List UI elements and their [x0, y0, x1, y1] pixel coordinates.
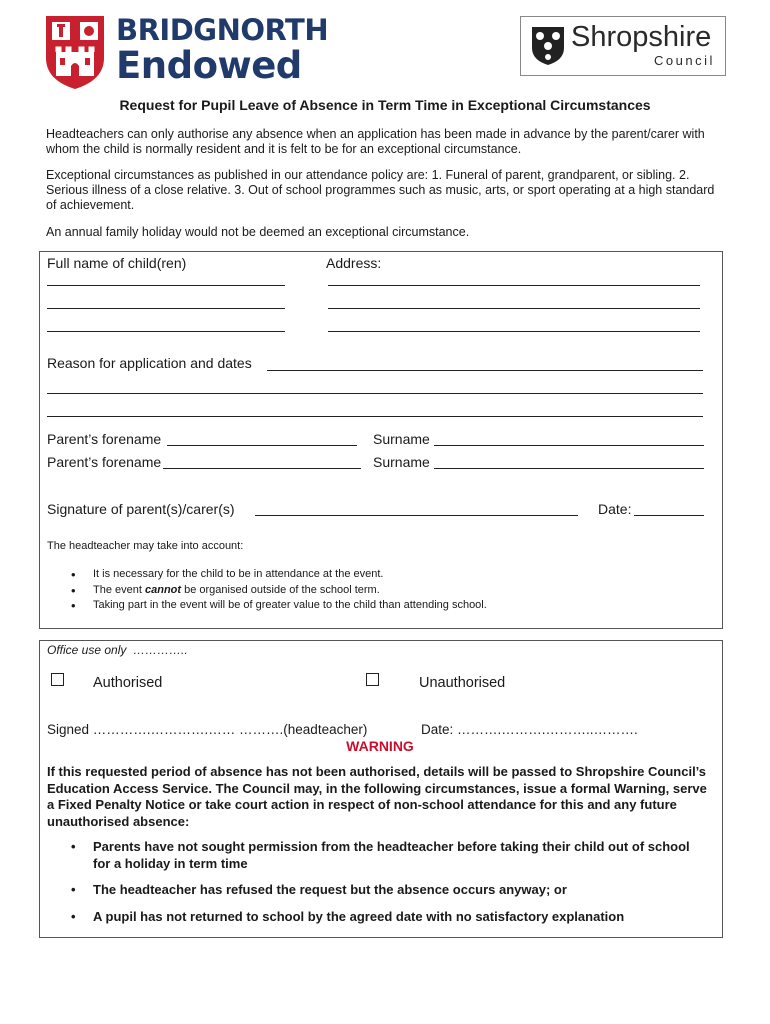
- surname-label-1: Surname: [373, 431, 430, 447]
- date-field[interactable]: [634, 503, 704, 516]
- address-line-3[interactable]: [328, 319, 700, 332]
- school-crest-icon: [44, 14, 106, 90]
- school-name-line1: BRIDGNORTH: [116, 13, 329, 47]
- surname-field-1[interactable]: [434, 433, 704, 446]
- list-item: • Taking part in the event will be of greater value to the child than attending school.: [47, 598, 707, 614]
- child-name-line-3[interactable]: [47, 319, 285, 332]
- signature-label: Signature of parent(s)/carer(s): [47, 501, 235, 517]
- intro-paragraph-1: Headteachers can only authorise any absence when an application has been made in advance by the parent/carer with whom the child is normally resident and it is felt to be for an exceptional circumstance.: [46, 127, 705, 156]
- council-logo: [520, 16, 726, 76]
- surname-label-2: Surname: [373, 454, 430, 470]
- headteacher-date: Date: ……….……….………..……….: [421, 722, 638, 737]
- list-item: • A pupil has not returned to school by the agreed date with no satisfactory explanation: [47, 909, 707, 926]
- list-item: • The headteacher has refused the request but the absence occurs anyway; or: [47, 882, 707, 899]
- council-shield-icon: [531, 26, 565, 66]
- surname-field-2[interactable]: [434, 456, 704, 469]
- signature-field[interactable]: [255, 503, 578, 516]
- council-name: Shropshire: [571, 21, 712, 53]
- council-sub: Council: [654, 53, 715, 68]
- warning-list: [47, 839, 707, 925]
- parent-forename-field-2[interactable]: [163, 456, 361, 469]
- school-name-line2: Endowed: [116, 44, 302, 87]
- address-label: Address:: [326, 255, 382, 271]
- school-logo: [44, 14, 334, 92]
- list-item: • Parents have not sought permission from the headteacher before taking their child out of school for a holiday in term time: [47, 839, 707, 872]
- child-name-label: Full name of child(ren): [47, 255, 187, 271]
- authorised-checkbox[interactable]: [51, 673, 64, 686]
- unauthorised-label: Unauthorised: [419, 675, 506, 691]
- form-title: Request for Pupil Leave of Absence in Term Time in Exceptional Circumstances: [119, 97, 651, 113]
- intro-paragraph-3: An annual family holiday would not be deemed an exceptional circumstance.: [46, 225, 470, 239]
- parent-forename-label-2: Parent’s forename: [47, 454, 162, 470]
- authorised-label: Authorised: [93, 675, 163, 691]
- consider-heading: The headteacher may take into account:: [47, 540, 244, 552]
- address-line-1[interactable]: [328, 273, 700, 286]
- headteacher-signed: Signed ………….………….…… ……….(headteacher): [47, 722, 368, 737]
- list-item: • It is necessary for the child to be in attendance at the event.: [47, 567, 707, 583]
- unauthorised-checkbox[interactable]: [366, 673, 379, 686]
- warning-text: If this requested period of absence has not been authorised, details will be passed to Shropshire Council’s Education Access Service. The Council may, in the following circumstances, issue a formal Warning, serve a Fixed Penalty Notice or take court action in respect of non-school attendance for this and any future unauthorised absence:: [47, 764, 707, 829]
- reason-line-3[interactable]: [47, 404, 703, 417]
- intro-paragraph-2: Exceptional circumstances as published in our attendance policy are: 1. Funeral of parent, grandparent, or sibling. 2. Serious illness of a close relative. 3. Out of school programmes such as music, arts, or sport operating at a high standard of achievement.: [46, 168, 715, 212]
- date-label: Date:: [598, 501, 632, 517]
- address-line-2[interactable]: [328, 296, 700, 309]
- child-name-line-1[interactable]: [47, 273, 285, 286]
- warning-title: WARNING: [346, 738, 414, 754]
- office-use-label: Office use only …………..: [47, 643, 188, 657]
- reason-line-2[interactable]: [47, 381, 703, 394]
- parent-forename-field-1[interactable]: [167, 433, 357, 446]
- reason-line-1[interactable]: [267, 358, 703, 371]
- parent-forename-label-1: Parent’s forename: [47, 431, 162, 447]
- consider-list: [47, 567, 707, 614]
- reason-label: Reason for application and dates: [47, 355, 252, 371]
- child-name-line-2[interactable]: [47, 296, 285, 309]
- list-item: • The event cannot be organised outside of the school term.: [47, 583, 707, 599]
